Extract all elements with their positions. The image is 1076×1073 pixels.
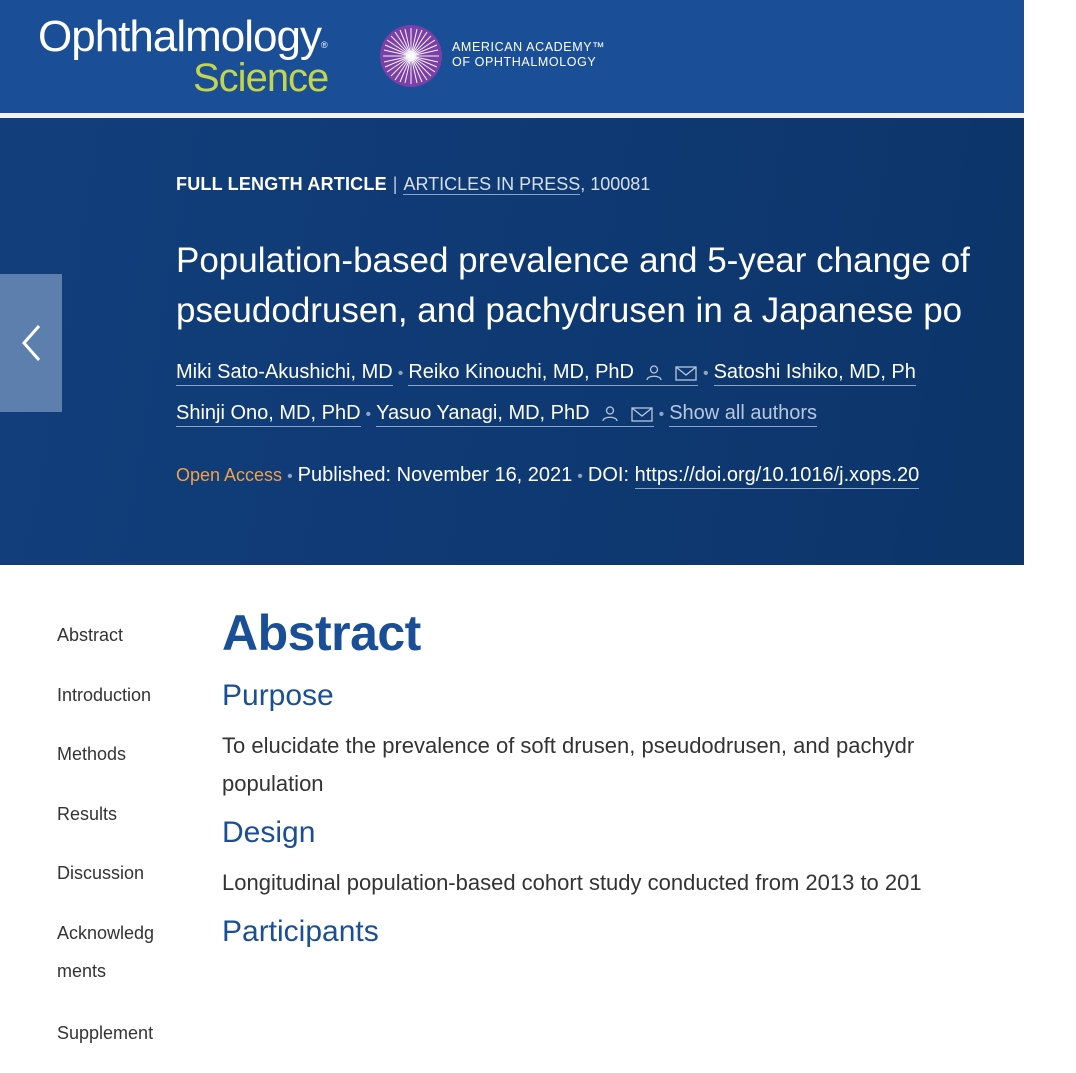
author-link[interactable]: Reiko Kinouchi, MD, PhD (408, 361, 698, 386)
published-date: Published: November 16, 2021 (298, 464, 573, 486)
separator-dot: • (659, 406, 665, 423)
meta-separator: | (393, 174, 398, 194)
publication-info (176, 464, 919, 487)
article-title (176, 236, 1076, 336)
chevron-left-icon (20, 323, 42, 363)
author-list (176, 358, 1076, 440)
section-heading-purpose: Purpose (222, 676, 1042, 716)
person-icon[interactable] (642, 364, 666, 382)
author-link[interactable]: Satoshi Ishiko, MD, Ph (714, 361, 916, 386)
nav-item-results[interactable]: Results (57, 795, 187, 855)
aao-starburst-icon[interactable] (379, 24, 443, 88)
separator-dot: • (366, 406, 372, 423)
article-hero (0, 118, 1024, 565)
nav-item-abstract[interactable]: Abstract (57, 616, 187, 676)
society-name-line1: AMERICAN ACADEMY™ (452, 40, 605, 55)
trademark-symbol: ® (321, 40, 327, 50)
mail-icon[interactable] (630, 405, 654, 423)
open-access-badge: Open Access (176, 465, 282, 485)
purpose-text: To elucidate the prevalence of soft drusen, pseudodrusen, and pachydr population (222, 727, 1042, 803)
separator-dot: • (398, 365, 404, 382)
issue-number: , 100081 (580, 174, 650, 194)
design-text: Longitudinal population-based cohort study conducted from 2013 to 201 (222, 864, 1042, 902)
title-line2: pseudodrusen, and pachydrusen in a Japanese po (176, 286, 1076, 336)
abstract-heading: Abstract (222, 600, 1042, 666)
issue-link[interactable]: ARTICLES IN PRESS (403, 174, 580, 195)
mail-icon[interactable] (674, 364, 698, 382)
article-meta (176, 174, 650, 195)
author-link[interactable]: Yasuo Yanagi, MD, PhD (376, 402, 653, 427)
section-heading-participants: Participants (222, 912, 1042, 952)
separator-dot: • (287, 468, 293, 485)
author-link[interactable]: Shinji Ono, MD, PhD (176, 402, 361, 427)
nav-item-introduction[interactable]: Introduction (57, 676, 187, 736)
previous-article-button[interactable] (0, 274, 62, 412)
abstract-content (222, 600, 1042, 952)
nav-item-methods[interactable]: Methods (57, 735, 187, 795)
section-heading-design: Design (222, 813, 1042, 853)
person-icon[interactable] (598, 405, 622, 423)
separator-dot: • (577, 468, 583, 485)
journal-logo[interactable] (38, 14, 328, 96)
nav-item-acknowledgments[interactable]: Acknowledgments (57, 914, 169, 1014)
nav-item-discussion[interactable]: Discussion (57, 854, 187, 914)
doi-label: DOI: (588, 464, 629, 486)
journal-header (0, 0, 1024, 113)
journal-name-line1: Ophthalmology (38, 12, 321, 61)
show-all-authors-link[interactable]: Show all authors (669, 402, 817, 427)
society-name[interactable] (452, 40, 605, 70)
author-link[interactable]: Miki Sato-Akushichi, MD (176, 361, 393, 386)
title-line1: Population-based prevalence and 5-year change of (176, 236, 1076, 286)
article-type: FULL LENGTH ARTICLE (176, 174, 387, 194)
nav-item-supplement[interactable]: Supplement (57, 1014, 187, 1073)
doi-link[interactable]: https://doi.org/10.1016/j.xops.20 (635, 464, 920, 489)
article-section-nav (57, 616, 187, 1073)
separator-dot: • (703, 365, 709, 382)
journal-name-line2: Science (193, 60, 328, 96)
society-name-line2: OF OPHTHALMOLOGY (452, 55, 605, 70)
